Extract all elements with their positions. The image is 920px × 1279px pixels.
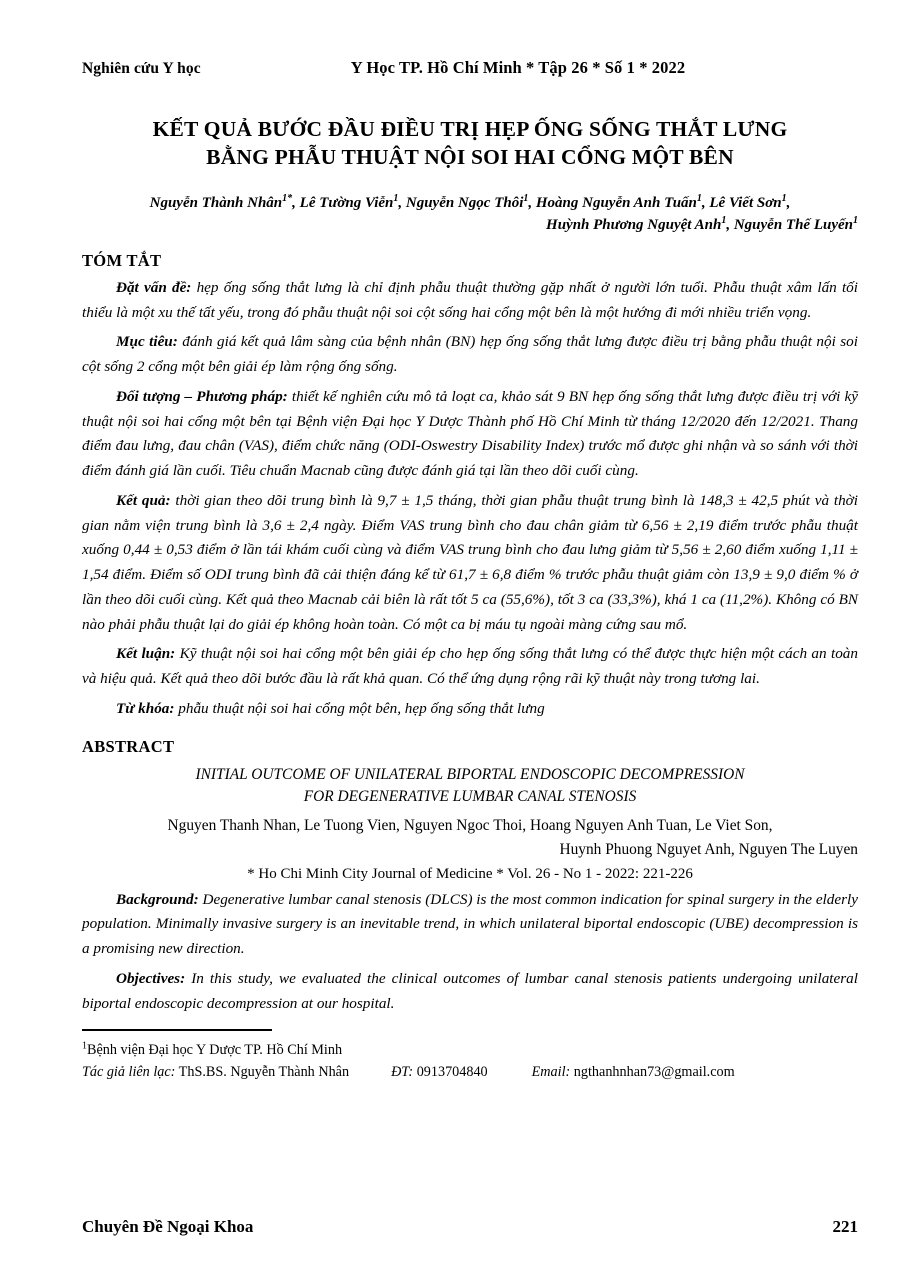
paragraph-lead-label: Từ khóa: [116,700,175,717]
journal-reference: * Ho Chi Minh City Journal of Medicine * Vol. 26 - No 1 - 2022: 221-226 [247,865,693,882]
author-affiliation-marker: 1 [853,215,858,227]
contact-phone-label: ĐT: [391,1063,414,1080]
running-head-left: Nghiên cứu Y học [82,60,201,77]
author-affiliation-marker: 1* [282,192,293,204]
paragraph-text: Degenerative lumbar canal stenosis (DLCS) is the most common indication for spinal surgery in the elderly population. Minimally invasive surgery is an inevitable trend, in which unilateral biportal endoscopic (UBE) decompression is a promising new direction. [82,890,858,958]
contact-author-value: ThS.BS. Nguyễn Thành Nhân [175,1063,350,1080]
footnote-block [82,1040,858,1083]
paragraph-lead-label: Background: [116,890,199,908]
author-affiliation-marker: 1 [393,192,399,204]
author-affiliation-marker: 1 [781,192,787,204]
author-affiliation-marker: 1 [696,192,702,204]
tomtat-paragraph-ketluan [82,642,858,692]
abstract-paragraph-objectives [82,967,858,1017]
abstract-paragraph-background [82,888,858,962]
tomtat-paragraph-doituong-phuongphap [82,385,858,484]
authors-vietnamese-line-1: Nguyễn Thành Nhân$^{1*}$, Lê Tường Viễn$^1$, Nguyễn Ngọc Thôi$^1$, Hoàng Nguyễn Anh Tuấn$^1$, Lê Viết Sơn$^1$, [149,192,791,211]
paragraph-text: phẫu thuật nội soi hai cổng một bên, hẹp ống sống thắt lưng [174,700,545,717]
paragraph-lead-label: Objectives: [116,969,186,987]
paragraph-lead-label: Đối tượng – Phương pháp: [116,387,288,405]
paragraph-lead-label: Kết luận: [116,645,176,663]
footer-section-title: Chuyên Đề Ngoại Khoa [82,1217,254,1236]
paragraph-text: thời gian theo dõi trung bình là 9,7 ± 1,5 tháng, thời gian phẫu thuật trung bình là 148,3 ± 42,5 phút và thời gian nằm viện trung bình là 3,6 ± 2,4 ngày. Điểm VAS trung bình cho đau chân giảm từ 6,56 ± 2,19 điểm trước phẫu thuật xuống 0,44 ± 0,53 điểm ở lần tái khám cuối cùng và điểm VAS trung bình cho đau lưng giảm từ 5,56 ± 2,60 điểm xuống 1,11 ± 1,54 điểm. Điểm số ODI trung bình đã cải thiện đáng kể từ 61,7 ± 6,8 điểm % trước phẫu thuật giảm còn 13,9 ± 9,0 điểm % ở lần theo dõi cuối cùng. Kết quả theo Macnab cải biên là rất tốt 5 ca (55,6%), tốt 3 ca (33,3%), khá 1 ca (11,2%). Không có BN nào phải phẫu thuật lại do giải ép không hoàn toàn. Có một ca bị máu tụ ngoài màng cứng sau mổ. [82,491,858,633]
footnote-affiliation: $^1$Bệnh viện Đại học Y Dược TP. Hồ Chí Minh [82,1040,343,1059]
affiliation-marker: 1 [82,1040,87,1052]
contact-email-label: Email: [531,1063,571,1080]
footnote-divider [82,1029,272,1031]
contact-author [82,1062,349,1083]
contact-author-label: Tác giả liên lạc: [82,1063,176,1080]
tomtat-paragraph-datvande [82,276,858,326]
abstract-title-line-1: INITIAL OUTCOME OF UNILATERAL BIPORTAL ENDOSCOPIC DECOMPRESSION [195,765,745,783]
authors-english-line-1: Nguyen Thanh Nhan, Le Tuong Vien, Nguyen Ngoc Thoi, Hoang Nguyen Anh Tuan, Le Viet Son, [167,817,773,835]
running-head [82,58,858,82]
footer-page-number: 221 [832,1217,858,1236]
tomtat-paragraph-ketqua [82,489,858,638]
authors-vietnamese [82,192,858,237]
article-title-line-1: KẾT QUẢ BƯỚC ĐẦU ĐIỀU TRỊ HẸP ỐNG SỐNG THẮT LƯNG [152,117,788,141]
tomtat-paragraph-muctieu [82,330,858,380]
contact-phone [391,1062,488,1083]
author-affiliation-marker: 1 [721,215,727,227]
paragraph-lead-label: Kết quả: [116,491,171,509]
authors-english [82,814,858,860]
paragraph-text: đánh giá kết quả lâm sàng của bệnh nhân (BN) hẹp ống sống thắt lưng được điều trị bằng phẫu thuật nội soi cột sống 2 cổng một bên giải ép làm rộng ống sống. [82,333,858,376]
authors-vietnamese-line-2: Huỳnh Phương Nguyệt Anh$^1$, Nguyễn Thế Luyến$^1$ [546,215,858,234]
contact-email-value[interactable]: ngthanhnhan73@gmail.com [570,1063,735,1080]
paragraph-text: In this study, we evaluated the clinical outcomes of lumbar canal stenosis patients undergoing unilateral biportal endoscopic decompression at our hospital. [82,969,858,1012]
section-heading-tomtat: TÓM TẮT [82,250,162,270]
paragraph-text: hẹp ống sống thắt lưng là chỉ định phẫu thuật thường gặp nhất ở người lớn tuổi. Phẫu thuật xâm lấn tối thiểu là một xu thế tất yếu, trong đó phẫu thuật nội soi cột sống hai cổng một bên là một hướng đi mới nhiều triển vọng. [82,278,858,321]
footnote-contact-row [82,1062,858,1083]
tomtat-paragraph-tukhoa [82,697,858,722]
contact-email[interactable] [532,1062,735,1083]
paragraph-text: Kỹ thuật nội soi hai cổng một bên giải ép cho hẹp ống sống thắt lưng có thể được thực hiện một cách an toàn và hiệu quả. Kết quả theo dõi bước đầu là rất khả quan. Có thể ứng dụng rộng rãi kỹ thuật này trong tương lai. [82,645,858,688]
article-title-line-2: BẰNG PHẪU THUẬT NỘI SOI HAI CỔNG MỘT BÊN [206,145,734,170]
abstract-title-line-2: FOR DEGENERATIVE LUMBAR CANAL STENOSIS [303,788,637,806]
paragraph-lead-label: Mục tiêu: [116,333,178,351]
paragraph-text: thiết kế nghiên cứu mô tả loạt ca, khảo sát 9 BN hẹp ống sống thắt lưng được điều trị với kỹ thuật nội soi hai cổng một bên tại Bệnh viện Đại học Y Dược Thành phố Hồ Chí Minh từ tháng 12/2020 đến 12/2021. Thang điểm đau lưng, đau chân (VAS), điểm chức năng (ODI-Oswestry Disability Index) trước mổ được ghi nhận và so sánh với thời điểm đánh giá lần cuối. Tiêu chuẩn Macnab cũng được đánh giá tại lần theo dõi cuối cùng. [82,387,859,480]
author-affiliation-marker: 1 [523,192,529,204]
page-footer [82,1217,858,1237]
article-title [82,115,858,172]
section-heading-abstract: ABSTRACT [82,736,175,756]
paragraph-lead-label: Đặt vấn đề: [116,278,192,296]
running-head-right: Y Học TP. Hồ Chí Minh * Tập 26 * Số 1 * 2022 [350,58,686,77]
authors-english-line-2: Huynh Phuong Nguyet Anh, Nguyen The Luyen [559,840,858,858]
abstract-title [82,764,858,809]
contact-phone-value: 0913704840 [413,1063,488,1080]
